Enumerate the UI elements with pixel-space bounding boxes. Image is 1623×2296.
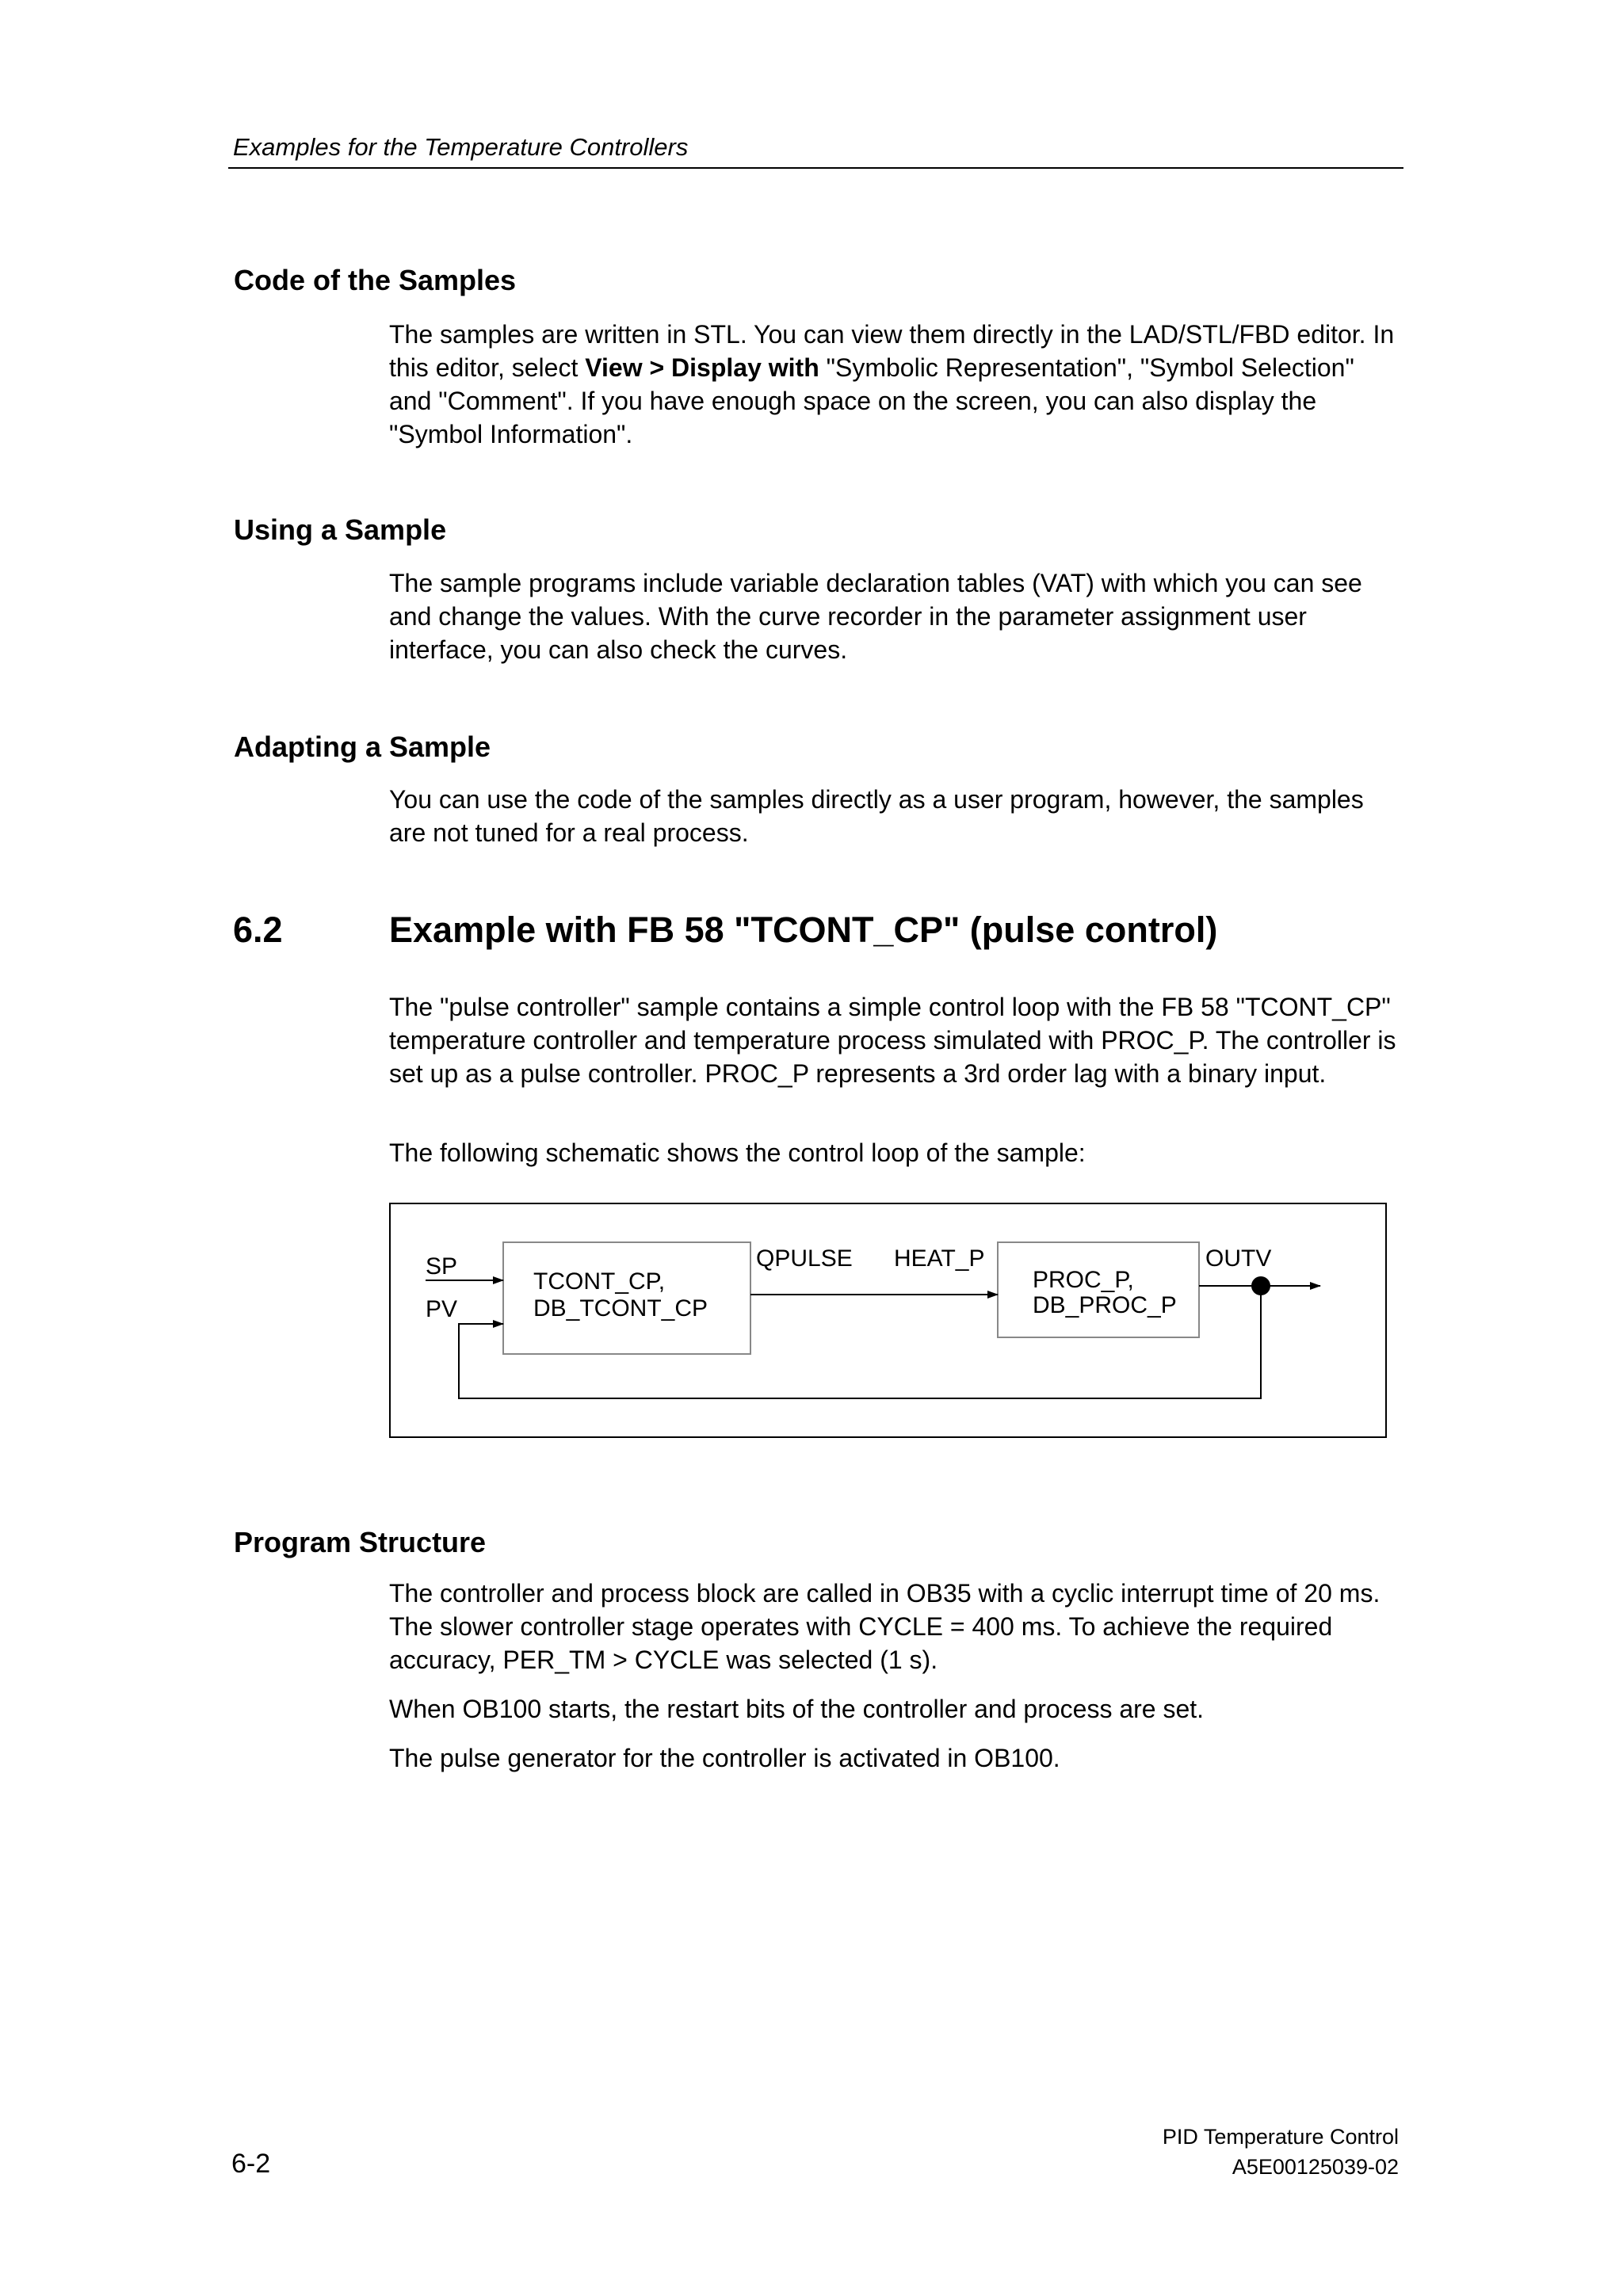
heat-p-label: HEAT_P: [894, 1245, 985, 1272]
controller-label-line2: DB_TCONT_CP: [533, 1295, 708, 1322]
qpulse-label: QPULSE: [756, 1245, 853, 1272]
process-label-line2: DB_PROC_P: [1033, 1292, 1177, 1318]
paragraph-schematic-intro: The following schematic shows the control loop of the sample:: [389, 1138, 1086, 1167]
footer-doc-info: [1163, 2122, 1399, 2182]
paragraph-code-of-samples: [389, 318, 1403, 451]
section-number: 6.2: [233, 910, 283, 950]
paragraph-program-structure: The controller and process block are called in OB35 with a cyclic interrupt time of 20 ms. The slower controller stage operates with CYCLE = 400 ms. To achieve the required accuracy, PER_TM > CYCLE was selected (1 s).: [389, 1579, 1381, 1674]
paragraph-adapting-sample: You can use the code of the samples directly as a user program, however, the samples are not tuned for a real process.: [389, 785, 1364, 847]
running-header: Examples for the Temperature Controllers: [233, 133, 689, 161]
branch-point: [1251, 1276, 1270, 1295]
footer-doc-number: A5E00125039-02: [1232, 2155, 1399, 2179]
page-number: 6-2: [231, 2149, 271, 2179]
heading-program-structure: Program Structure: [234, 1526, 487, 1558]
section-title: Example with FB 58 "TCONT_CP" (pulse control): [389, 910, 1218, 950]
heading-adapting-sample: Adapting a Sample: [234, 730, 491, 763]
schematic-drawing: [391, 1204, 1388, 1440]
code-text-after: "Symbolic Representation", "Symbol Selection" and "Comment". If you have enough space on the screen, you can also display the "Symbol Information".: [389, 353, 1354, 448]
paragraph-pulse-generator: The pulse generator for the controller is activated in OB100.: [389, 1744, 1060, 1772]
sp-label: SP: [426, 1253, 458, 1280]
process-label-line1: PROC_P,: [1033, 1267, 1134, 1293]
code-text-before: The samples are written in STL. You can view them directly in the LAD/STL/FBD editor. In this editor, select: [389, 320, 1395, 382]
pv-label: PV: [426, 1296, 458, 1322]
heading-using-sample: Using a Sample: [234, 513, 447, 546]
control-loop-schematic: [389, 1203, 1387, 1438]
paragraph-pulse-controller: The "pulse controller" sample contains a simple control loop with the FB 58 "TCONT_CP" temperature controller and temperature process simulated with PROC_P. The controller is set up as a pulse controller. PROC_P represents a 3rd order lag with a binary input.: [389, 993, 1396, 1088]
paragraph-using-sample: The sample programs include variable declaration tables (VAT) with which you can see and change the values. With the curve recorder in the parameter assignment user interface, you can also check the curves.: [389, 569, 1362, 664]
controller-label-line1: TCONT_CP,: [533, 1268, 666, 1295]
footer-doc-title: PID Temperature Control: [1162, 2125, 1399, 2149]
header-rule: [228, 167, 1403, 169]
paragraph-ob100-restart: When OB100 starts, the restart bits of the controller and process are set.: [389, 1695, 1205, 1723]
outv-label: OUTV: [1205, 1245, 1272, 1272]
menu-path-bold: View > Display with: [585, 353, 819, 382]
heading-code-of-samples: Code of the Samples: [234, 264, 517, 296]
